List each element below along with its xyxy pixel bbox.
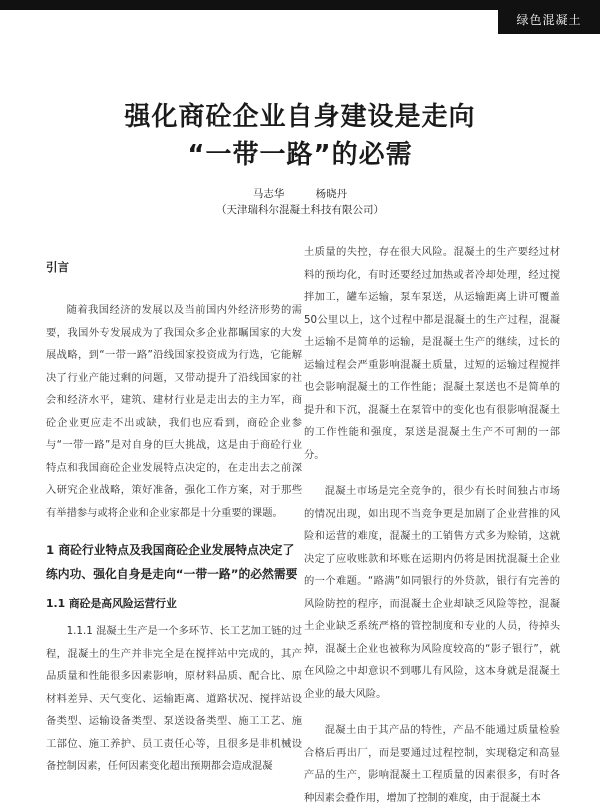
author-names [0,186,600,202]
paragraph-gap [304,466,560,480]
intro-paragraph: 随着我国经济的发展以及当前国内外经济形势的需要，我国外专发展成为了我国众多企业都瞩国家的大发展战略，到“一带一路”沿线国家投资成为行选，它能解决了行业产能过剩的问题，又带动提升了沿线国家的社会和经济水平，建筑、建材行业是走出去的主力军，商砼企业更应走不出或缺，我们也应看到，商砼企业参与“一带一路”是对自身的巨大挑战，这是由于商砼行业特点和我国商砼企业发展特点决定的，在走出去之前深入研究企业战略，策好准备，强化工作方案，对于那些有举措参与或将企业和企业家都是十分重要的课题。 [46,304,302,519]
author-affiliation: （天津瑞科尔混凝土科技有限公司） [216,204,384,216]
section-tab: 绿色混凝土 [498,0,600,34]
section-1-heading: 1 商砼行业特点及我国商砼企业发展特点决定了练内功、强化自身是走向“一带一路”的必然需要 [46,543,298,581]
right-paragraph-1: 土质量的失控，存在很大风险。混凝土的生产要经过材料的预均化，有时还要经过加热或者冷却处理，经过搅拌加工，罐车运输，泵车泵送，从运输距离上讲可覆盖50公里以上，这个过程中都是混凝土的生产过程，混凝土运输不是简单的运输，是混凝土生产的继续，过长的运输过程会严重影响混凝土质量，过短的运输过程搅拌也会影响混凝土的工作性能；混凝土泵送也不是简单的提升和下沉，混凝土在泵管中的变化也有很影响混凝土的工作性能和强度，泵送是混凝土生产不可割的一部分。 [304,246,560,461]
right-paragraph-3: 混凝土由于其产品的特性，产品不能通过质量检验合格后再出厂，而是要通过过程控制，实现稳定和高显产品的生产，影响混凝土工程质量的因素很多，有时各种因素会叠作用，增加了控制的难度，由于混凝土本 [304,724,560,804]
subsection-1-1-paragraph: 1.1.1 混凝土生产是一个多环节、长工艺加工链的过程，混凝土的生产并非完全是在搅拌站中完成的，其产品质量和性能很多因素影响，原材料品质、配合比、原材料差异、天气变化、运输距离、道路状况、搅拌站设备类型、运输设备类型、泵送设备类型、施工工艺、施工部位、施工养护、员工责任心等，且很多是非机械设备控制因素，任何因素变化超出预期都会造成混凝 [46,625,303,772]
intro-heading: 引言 [46,260,69,274]
paragraph-gap [304,705,560,719]
article-title-line-2: “一带一路”的必需 [187,140,413,170]
top-banner [0,0,600,38]
subsection-1-1-heading: 1.1 商砼是高风险运营行业 [46,597,177,610]
author-name: 马志华 [252,188,285,200]
author-block [0,186,600,218]
right-paragraph-2: 混凝土市场是完全竞争的，很少有长时间独占市场的情况出现，如出现不当竞争更是加剧了企业营推的风险和运营的难度，混凝土的工销售方式多为赊销，这就决定了应收账款和坏账在运期内仍将是困扰混凝土企业的一个难题。“路满”如同银行的外贷款，银行有完善的风险防控的程序，而混凝土企业却缺乏风险等控，混凝土企业缺乏系统严格的管控制度和专业的人员，待掉头掉，混凝土企业也被称为风险度较高的“影子银行”，就在风险之中却意识不到哪儿有风险，这本身就是混凝土企业的最大风险。 [304,485,560,700]
article-title-line-1: 强化商砼企业自身建设是走向 [124,102,476,132]
right-column [304,241,560,809]
article-title [0,98,600,174]
author-name: 杨晓丹 [315,188,348,200]
left-column [46,255,302,778]
